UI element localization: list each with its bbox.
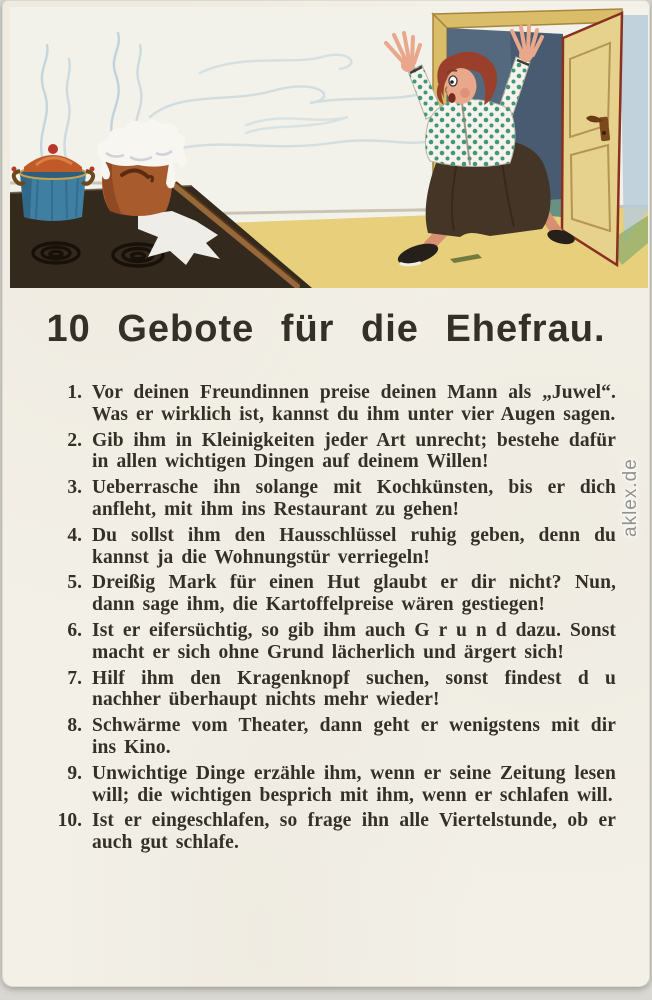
open-door [562, 13, 622, 265]
watermark: aklex.de [620, 458, 641, 537]
postcard [2, 0, 650, 987]
list-item-number: 6. [67, 619, 82, 641]
list-item-text: Ueberrasche ihn solange mit Kochkünsten, bis er dich anfleht, mit ihm ins Restaurant zu gehen! [92, 477, 616, 520]
list-item [56, 715, 616, 759]
mouth [448, 93, 455, 103]
list-item-text: Vor deinen Freundinnen preise deinen Mann als „Juwel“. Was er wirklich ist, kannst du ihm unter vier Augen sagen. [92, 382, 616, 425]
list-item-number: 7. [67, 667, 82, 689]
list-item-number: 8. [67, 715, 82, 737]
list-item-text: Unwichtige Dinge erzähle ihm, wenn er seine Zeitung lesen will; die wichtigen besprich mit ihm, wenn er schlafen will. [92, 762, 616, 806]
list-item-number: 1. [67, 382, 82, 403]
list-item-number: 3. [67, 477, 82, 499]
list-item [56, 810, 616, 854]
list-item [56, 620, 616, 664]
list-item-text: Gib ihm in Kleinigkeiten jeder Art unrecht; bestehe dafür in allen wichtigen Dingen auf deinem Willen! [92, 429, 616, 473]
list-item [56, 477, 616, 521]
list-item-number: 10. [57, 810, 82, 832]
list-item [56, 572, 616, 616]
list-item-number: 2. [67, 429, 82, 451]
list-item [56, 525, 616, 569]
list-item-text: Ist er eingeschlafen, so frage ihn alle Viertelstunde, ob er auch gut schlafe. [92, 810, 616, 854]
list-item-text: Du sollst ihm den Hausschlüssel ruhig geben, denn du kannst ja die Wohnungstür verriegeln! [92, 524, 616, 568]
list-item-number: 9. [67, 762, 82, 784]
list-item [56, 763, 616, 807]
list-item-text: Hilf ihm den Kragenknopf suchen, sonst findest d u nachher überhaupt nichts mehr wieder! [92, 667, 616, 711]
list-item [56, 668, 616, 712]
kitchen-illustration-svg [10, 7, 648, 288]
commandments-list [56, 382, 616, 858]
wall-behind-door [620, 15, 648, 243]
list-item [56, 382, 616, 426]
list-item-text: Schwärme vom Theater, dann geht er wenigstens mit dir ins Kino. [92, 715, 616, 758]
list-item-text: Ist er eifersüchtig, so gib ihm auch G r u n d dazu. Sonst macht er sich ohne Grund lächerlich und ärgert sich! [92, 619, 616, 663]
kitchen-illustration [10, 7, 648, 288]
page-title: 10 Gebote für die Ehefrau. [46, 308, 606, 350]
list-item-number: 5. [67, 572, 82, 594]
list-item-text: Dreißig Mark für einen Hut glaubt er dir nicht? Nun, dann sage ihm, die Kartoffelpreise wären gestiegen! [92, 572, 616, 616]
list-item-number: 4. [67, 524, 82, 546]
list-item [56, 430, 616, 474]
